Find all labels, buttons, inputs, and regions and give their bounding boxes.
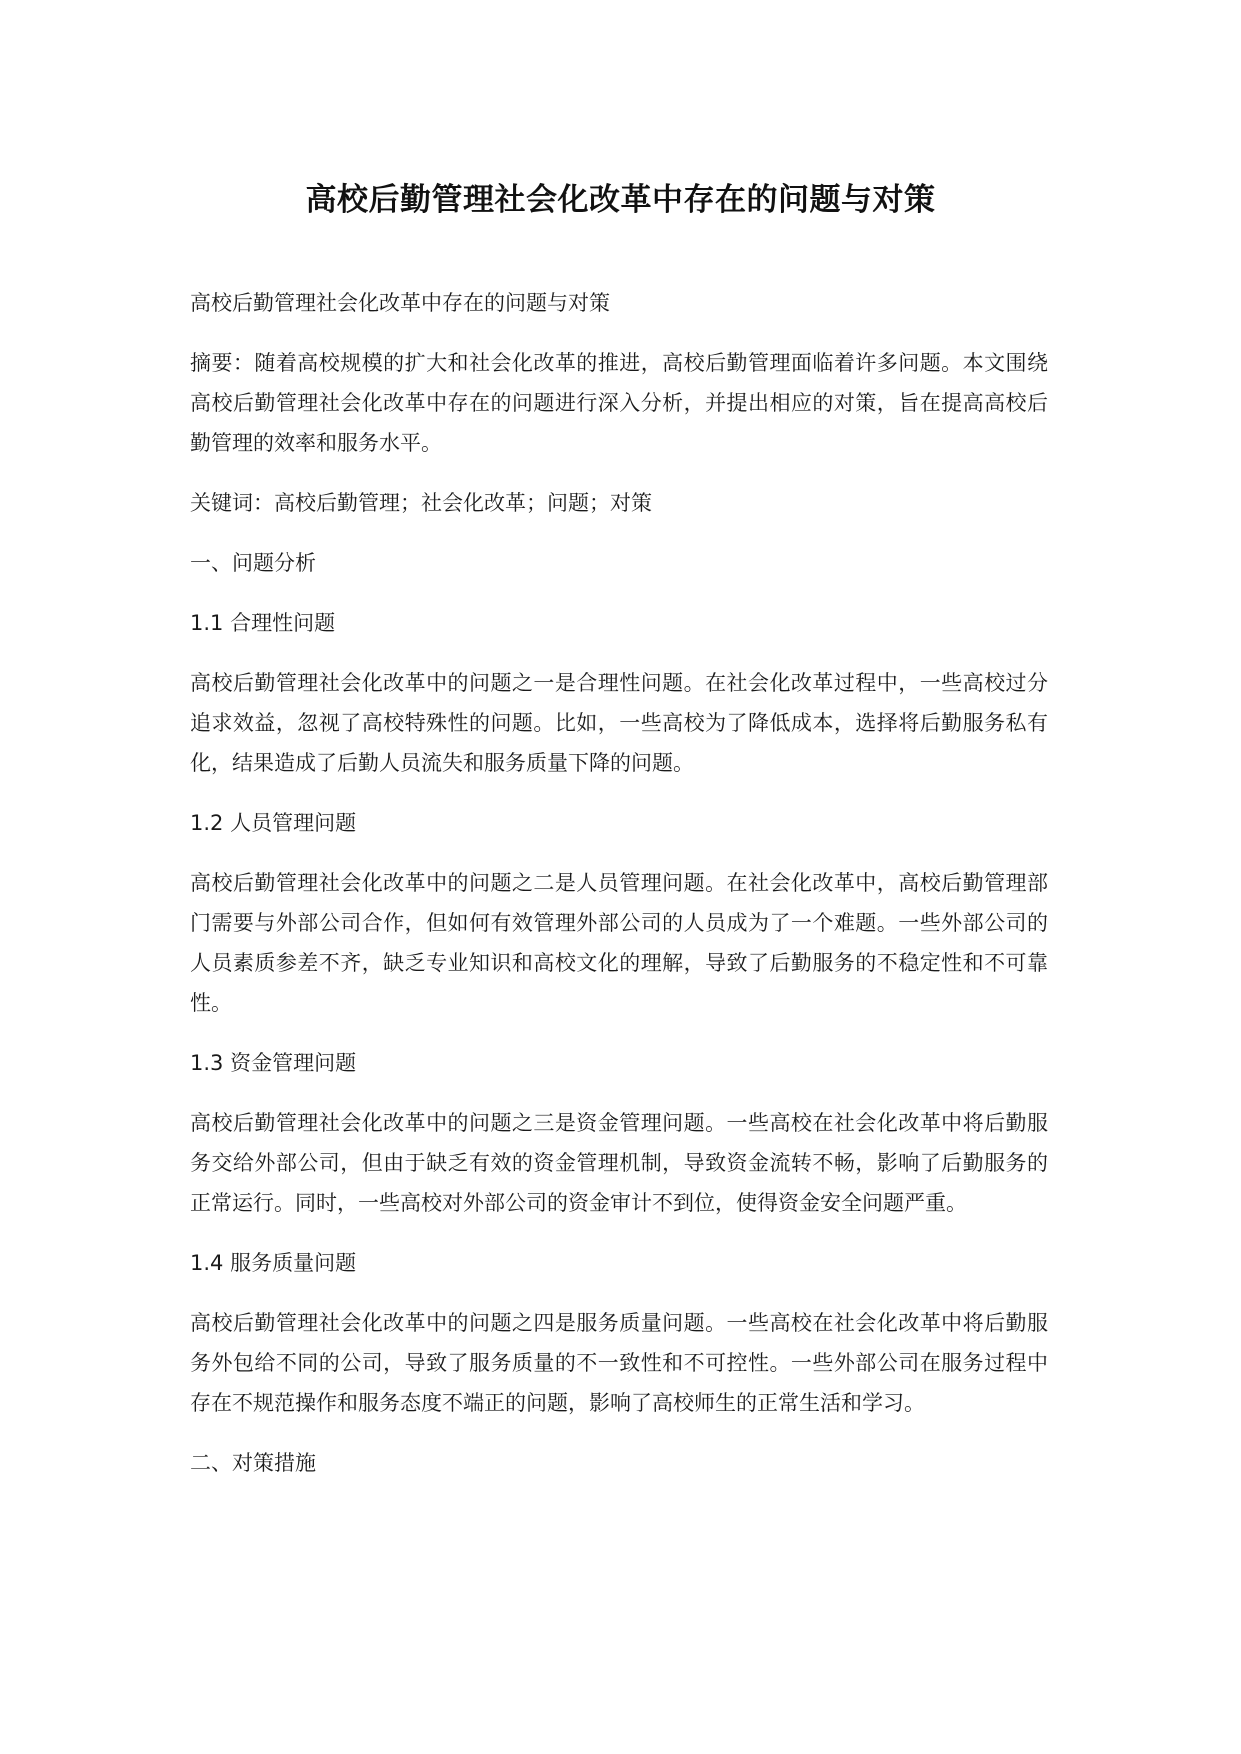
keywords-line: 关键词：高校后勤管理；社会化改革；问题；对策 — [190, 491, 652, 515]
section-heading-problems: 一、问题分析 — [190, 551, 316, 575]
document-title: 高校后勤管理社会化改革中存在的问题与对策 — [305, 182, 936, 218]
paragraph-service-quality: 高校后勤管理社会化改革中的问题之四是服务质量问题。一些高校在社会化改革中将后勤服务外包给不同的公司，导致了服务质量的不一致性和不可控性。一些外部公司在服务过程中存在不规范操作和服务态度不端正的问题，影响了高校师生的正常生活和学习。 — [190, 1311, 1048, 1415]
paragraph-personnel: 高校后勤管理社会化改革中的问题之二是人员管理问题。在社会化改革中，高校后勤管理部门需要与外部公司合作，但如何有效管理外部公司的人员成为了一个难题。一些外部公司的人员素质参差不齐，缺乏专业知识和高校文化的理解，导致了后勤服务的不稳定性和不可靠性。 — [190, 871, 1048, 1015]
subsection-heading-personnel: 1.2 人员管理问题 — [190, 811, 357, 835]
subsection-heading-funds: 1.3 资金管理问题 — [190, 1051, 357, 1075]
document-subtitle: 高校后勤管理社会化改革中存在的问题与对策 — [190, 291, 610, 315]
paragraph-funds: 高校后勤管理社会化改革中的问题之三是资金管理问题。一些高校在社会化改革中将后勤服务交给外部公司，但由于缺乏有效的资金管理机制，导致资金流转不畅，影响了后勤服务的正常运行。同时，一些高校对外部公司的资金审计不到位，使得资金安全问题严重。 — [190, 1111, 1048, 1215]
abstract-paragraph: 摘要：随着高校规模的扩大和社会化改革的推进，高校后勤管理面临着许多问题。本文围绕高校后勤管理社会化改革中存在的问题进行深入分析，并提出相应的对策，旨在提高高校后勤管理的效率和服务水平。 — [190, 351, 1048, 455]
section-heading-measures: 二、对策措施 — [190, 1451, 316, 1475]
subsection-heading-service-quality: 1.4 服务质量问题 — [190, 1251, 357, 1275]
document-body — [190, 283, 1048, 1503]
subsection-heading-rationality: 1.1 合理性问题 — [190, 611, 336, 635]
paragraph-rationality: 高校后勤管理社会化改革中的问题之一是合理性问题。在社会化改革过程中，一些高校过分追求效益，忽视了高校特殊性的问题。比如，一些高校为了降低成本，选择将后勤服务私有化，结果造成了后勤人员流失和服务质量下降的问题。 — [190, 671, 1048, 775]
